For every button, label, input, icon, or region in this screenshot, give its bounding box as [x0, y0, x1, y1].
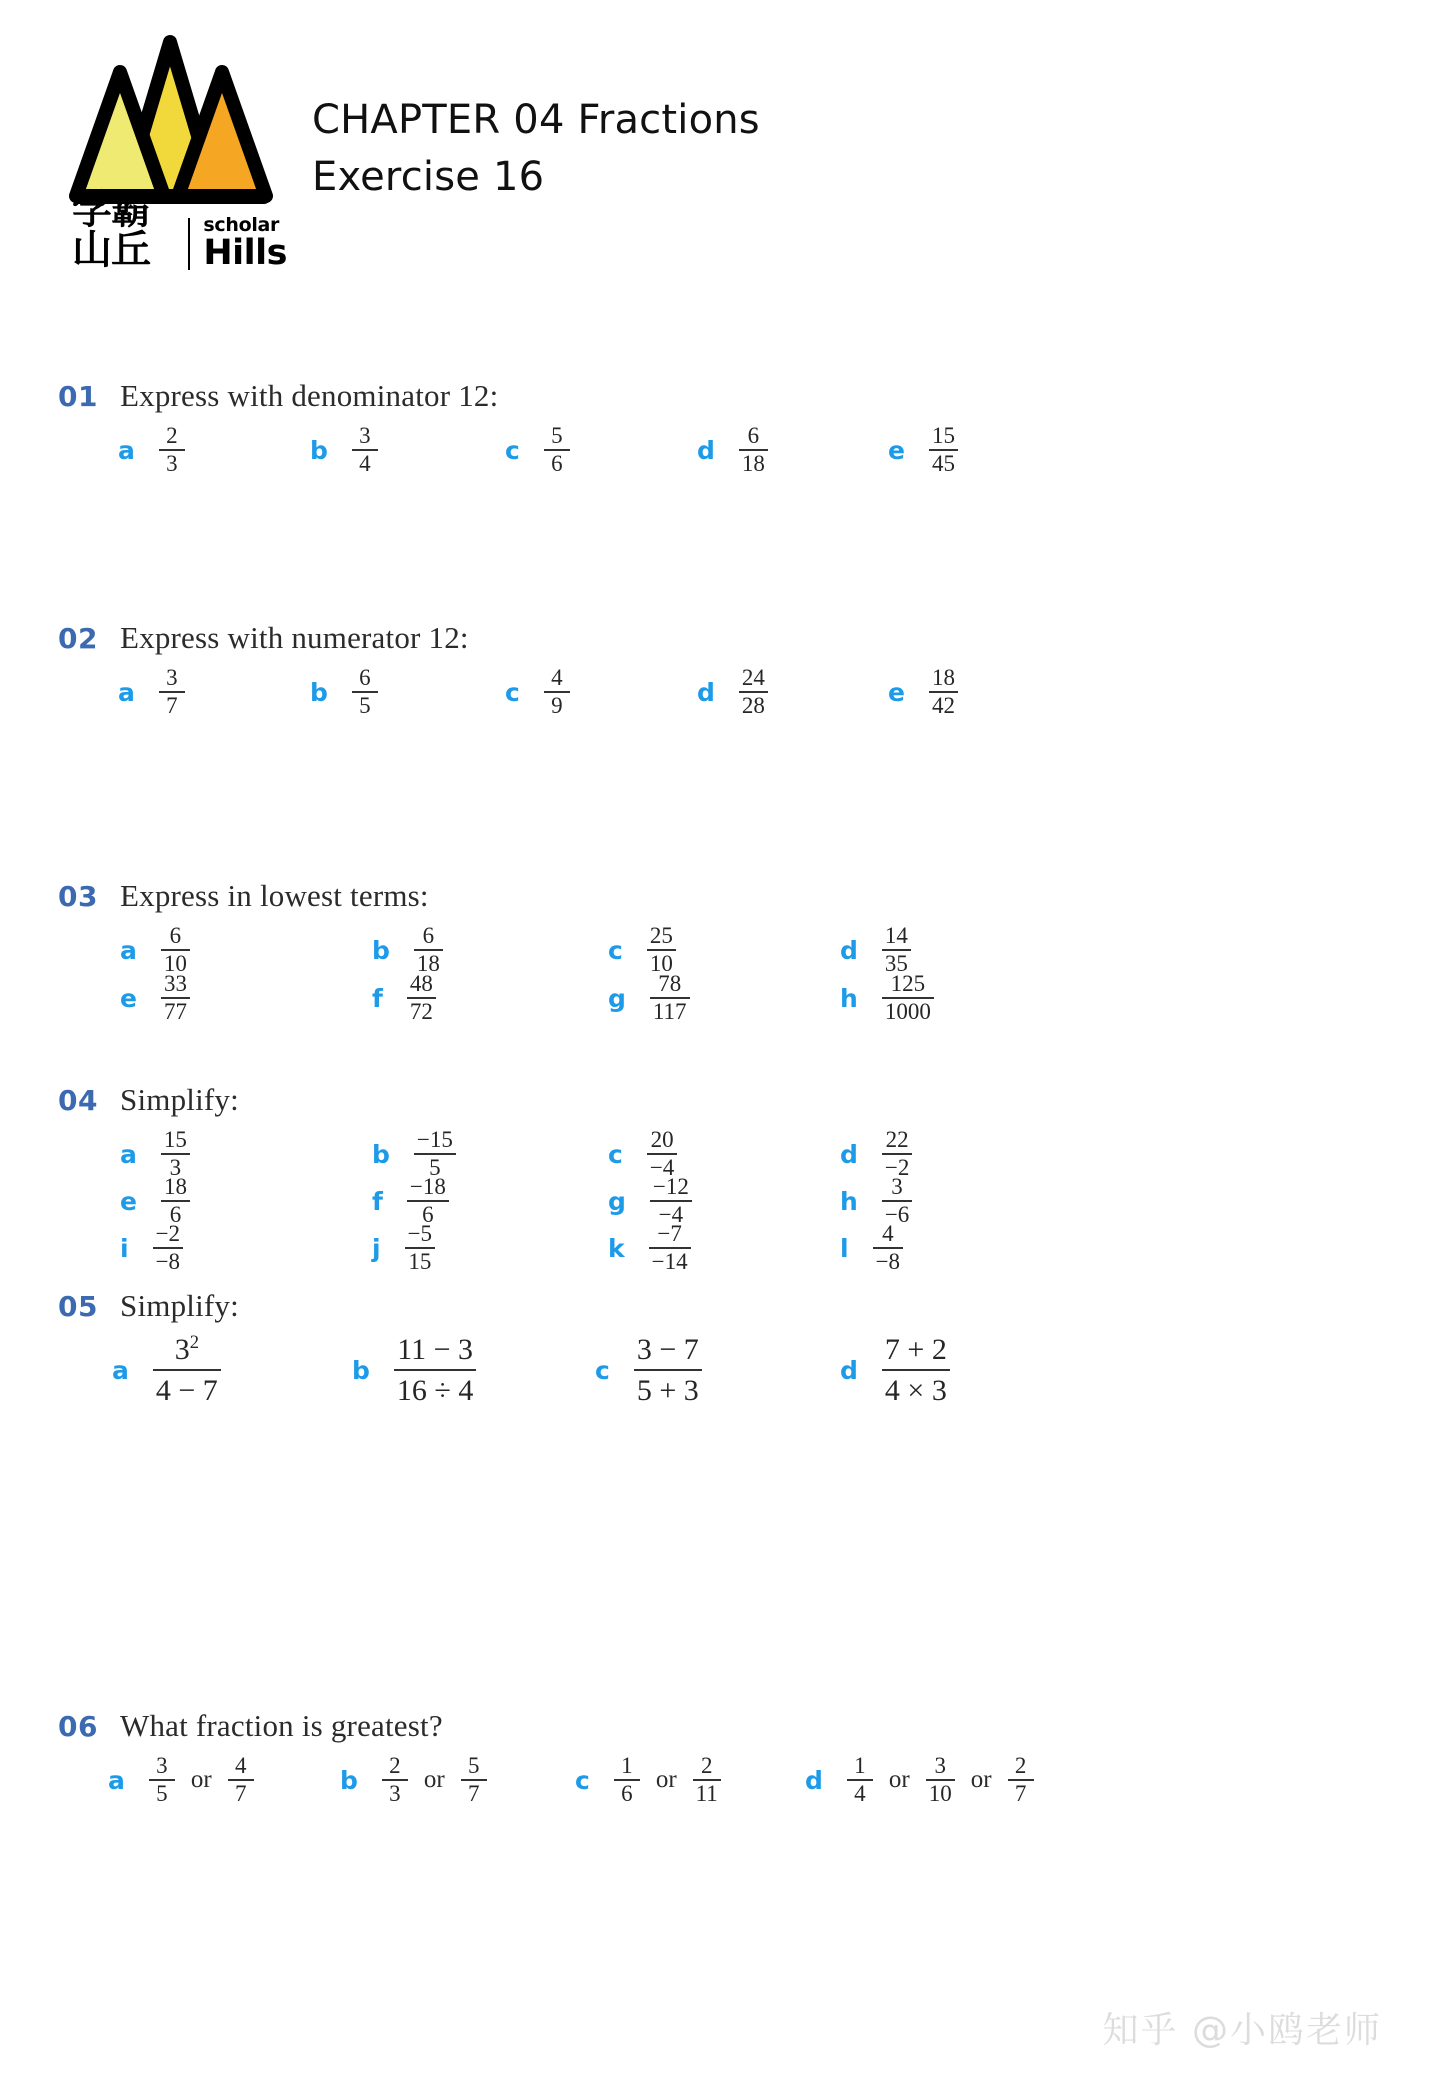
fraction-denominator: 4 × 3 [884, 1374, 947, 1408]
fraction [228, 1754, 254, 1806]
fraction-numerator: 78 [658, 971, 682, 996]
item-content [159, 1128, 192, 1180]
question-item [505, 666, 572, 718]
question-item [372, 1128, 458, 1180]
item-letter: b [340, 1765, 358, 1795]
item-content [927, 666, 960, 718]
fraction-denominator: 7 [166, 693, 178, 719]
question-item [575, 1754, 723, 1806]
item-letter: b [310, 677, 328, 707]
fraction [461, 1754, 487, 1806]
fraction [882, 924, 911, 976]
item-content [159, 1175, 192, 1227]
item-content [380, 1754, 489, 1806]
exercise-title: Exercise 16 [312, 153, 545, 200]
question-item [120, 1175, 192, 1227]
question-item [608, 924, 678, 976]
fraction-numerator: 20 [650, 1127, 674, 1152]
fraction [161, 972, 190, 1024]
fraction [650, 972, 690, 1024]
item-content [645, 924, 678, 976]
item-letter: a [120, 935, 137, 965]
fraction-denominator: 4 [359, 451, 371, 477]
question-number: 03 [58, 880, 98, 913]
item-content [880, 1175, 914, 1227]
fraction [161, 1175, 190, 1227]
fraction-bar [394, 1369, 476, 1371]
question-items [0, 1332, 1440, 1408]
fraction-denominator: 18 [416, 951, 440, 977]
fraction [882, 1128, 912, 1180]
fraction-bar [882, 1369, 950, 1371]
item-letter: i [120, 1233, 129, 1263]
fraction-numerator: −12 [652, 1174, 689, 1199]
question-item [310, 424, 380, 476]
fraction-denominator: 6 [169, 1202, 182, 1228]
fraction-denominator: 5 [429, 1155, 441, 1181]
fraction-denominator: 15 [408, 1249, 432, 1275]
item-content [647, 1222, 693, 1274]
question-item [697, 666, 770, 718]
fraction-denominator: 6 [551, 451, 563, 477]
item-content [159, 972, 192, 1024]
fraction [405, 1222, 435, 1274]
fraction [161, 1128, 190, 1180]
item-content [350, 666, 380, 718]
item-content [412, 924, 445, 976]
fraction-denominator: 72 [409, 999, 433, 1025]
item-letter: j [372, 1233, 381, 1263]
question-item [120, 1128, 192, 1180]
fraction-numerator: 125 [890, 971, 926, 996]
question-number: 06 [58, 1710, 98, 1743]
item-letter: b [352, 1355, 370, 1385]
fraction [394, 1334, 476, 1406]
question-item [118, 424, 187, 476]
item-letter: d [840, 1355, 858, 1385]
item-content [392, 1334, 478, 1406]
question-item [595, 1334, 704, 1406]
fraction-numerator: 6 [422, 923, 435, 948]
item-letter: g [608, 1186, 626, 1216]
fraction-denominator: 16 ÷ 4 [396, 1374, 474, 1408]
fraction-numerator: 3 [934, 1753, 946, 1778]
item-letter: h [840, 983, 858, 1013]
question-items [0, 1754, 1440, 1814]
fraction-numerator: 3 [166, 665, 178, 690]
fraction-numerator: 2 [700, 1753, 713, 1778]
chapter-title: CHAPTER 04 Fractions [312, 97, 760, 143]
mountain-logo-icon [62, 14, 282, 214]
fraction-numerator: 1 [854, 1753, 866, 1778]
item-letter: c [505, 677, 520, 707]
fraction-numerator: 4 [551, 665, 563, 690]
fraction-denominator: 5 [156, 1781, 168, 1807]
question-item [352, 1334, 478, 1406]
question-item [120, 972, 192, 1024]
fraction-denominator: −8 [875, 1249, 901, 1275]
fraction [544, 666, 570, 718]
question-heading [0, 378, 1440, 414]
question-item [888, 424, 960, 476]
fraction-numerator: 5 [551, 423, 563, 448]
question-item [372, 1222, 437, 1274]
logo-english-bottom: Hills [203, 233, 287, 273]
question-items [0, 1127, 1440, 1275]
item-content [880, 1128, 914, 1180]
fraction-numerator: 24 [741, 665, 765, 690]
fraction [352, 424, 378, 476]
item-content [927, 424, 960, 476]
logo-divider [188, 218, 190, 270]
question-heading [0, 1708, 1440, 1744]
fraction [647, 924, 676, 976]
fraction [159, 666, 185, 718]
item-letter: f [372, 983, 383, 1013]
fraction [929, 424, 958, 476]
item-letter: c [608, 935, 623, 965]
fraction-denominator: 10 [649, 951, 673, 977]
fraction-denominator: 117 [652, 999, 687, 1025]
item-content [645, 1128, 679, 1180]
question-item [608, 1222, 693, 1274]
item-letter: c [595, 1355, 610, 1385]
item-content [737, 424, 770, 476]
fraction-denominator: 7 [467, 1781, 480, 1807]
question-item [120, 1222, 185, 1274]
fraction-bar [634, 1369, 702, 1371]
fraction-numerator: −5 [407, 1221, 433, 1246]
fraction-numerator: 2 [1014, 1753, 1027, 1778]
item-letter: a [108, 1765, 125, 1795]
item-letter: d [697, 435, 715, 465]
question-item [805, 1754, 1036, 1806]
question-item [372, 924, 445, 976]
fraction-numerator: 18 [931, 665, 955, 690]
fraction-denominator: 3 [166, 451, 178, 477]
item-content [157, 424, 187, 476]
item-content [737, 666, 770, 718]
fraction-denominator: 6 [422, 1202, 434, 1228]
item-letter: a [118, 677, 135, 707]
fraction-numerator: 11 − 3 [397, 1333, 474, 1366]
fraction-denominator: 42 [931, 693, 955, 719]
question-prompt: Simplify: [120, 1082, 239, 1117]
fraction [882, 1334, 950, 1406]
page-title [312, 92, 760, 206]
item-letter: c [505, 435, 520, 465]
question-items [0, 666, 1440, 726]
fraction-denominator: 7 [1014, 1781, 1027, 1807]
item-content [880, 1334, 952, 1406]
item-content [151, 1334, 223, 1406]
comparison-conjunction: or [970, 1766, 992, 1794]
fraction-denominator: 7 [234, 1781, 247, 1807]
comparison-conjunction: or [888, 1766, 910, 1794]
fraction [649, 1222, 691, 1274]
fraction-numerator: 7 + 2 [884, 1333, 947, 1366]
item-content [157, 666, 187, 718]
question-item [608, 972, 692, 1024]
fraction [882, 972, 934, 1024]
question-item [840, 972, 936, 1024]
fraction-denominator: 28 [741, 693, 765, 719]
item-letter: k [608, 1233, 625, 1263]
fraction [929, 666, 958, 718]
question-item [372, 1175, 451, 1227]
item-content [151, 1222, 185, 1274]
question-item [118, 666, 187, 718]
item-letter: b [372, 935, 390, 965]
fraction-denominator: 10 [928, 1781, 952, 1807]
fraction-denominator: −14 [651, 1249, 688, 1275]
question-prompt: Express with denominator 12: [120, 378, 499, 413]
question-number: 05 [58, 1290, 98, 1323]
question-number: 02 [58, 622, 98, 655]
fraction-denominator: −4 [649, 1155, 675, 1181]
question-block [0, 1082, 1440, 1275]
item-letter: a [112, 1355, 129, 1385]
item-letter: e [888, 677, 905, 707]
question-item [840, 924, 913, 976]
fraction-numerator: 3 [891, 1174, 903, 1199]
item-letter: a [118, 435, 135, 465]
fraction [873, 1222, 903, 1274]
question-heading [0, 620, 1440, 656]
question-block [0, 620, 1440, 726]
fraction-numerator: 18 [163, 1174, 187, 1199]
watermark: 知乎 @小鸥老师 [1102, 2010, 1382, 2051]
fraction-denominator: 11 [695, 1781, 718, 1807]
item-content [542, 666, 572, 718]
fraction-numerator: −7 [657, 1221, 682, 1246]
item-content [880, 924, 913, 976]
fraction-denominator: −6 [884, 1202, 910, 1228]
fraction [161, 924, 190, 976]
fraction-denominator: −4 [658, 1202, 684, 1228]
item-content [648, 972, 692, 1024]
fraction-numerator: 15 [163, 1127, 187, 1152]
question-item [840, 1222, 905, 1274]
item-letter: d [840, 1139, 858, 1169]
item-letter: c [608, 1139, 623, 1169]
fraction [739, 424, 768, 476]
item-content [845, 1754, 1036, 1806]
logo-chinese-name: 学霸山丘 [72, 187, 150, 273]
fraction-numerator: 15 [931, 423, 955, 448]
fraction [153, 1334, 221, 1406]
item-content [159, 924, 192, 976]
fraction-numerator: 6 [747, 423, 760, 448]
item-content [147, 1754, 256, 1806]
fraction [693, 1754, 721, 1806]
question-prompt: What fraction is greatest? [120, 1708, 443, 1743]
fraction-numerator: $3^2$ [174, 1332, 199, 1366]
fraction-denominator: 6 [621, 1781, 633, 1807]
question-item [888, 666, 960, 718]
question-item [310, 666, 380, 718]
question-item [108, 1754, 256, 1806]
question-heading [0, 878, 1440, 914]
fraction [739, 666, 768, 718]
fraction [414, 1128, 456, 1180]
item-content [542, 424, 572, 476]
question-item [840, 1175, 914, 1227]
question-block [0, 1708, 1440, 1814]
fraction-denominator: 5 + 3 [636, 1374, 699, 1408]
fraction-denominator: 10 [163, 951, 187, 977]
question-prompt: Express with numerator 12: [120, 620, 469, 655]
fraction [407, 972, 436, 1024]
fraction-denominator: −2 [884, 1155, 910, 1181]
question-number: 04 [58, 1084, 98, 1117]
question-prompt: Express in lowest terms: [120, 878, 429, 913]
question-block [0, 1288, 1440, 1408]
item-content [405, 1175, 451, 1227]
fraction-exponent: 2 [189, 1332, 199, 1353]
question-block [0, 878, 1440, 1025]
fraction [382, 1754, 408, 1806]
question-items [0, 424, 1440, 484]
question-items [0, 923, 1440, 1025]
comparison-conjunction: or [190, 1766, 212, 1794]
fraction [650, 1175, 692, 1227]
fraction [149, 1754, 175, 1806]
fraction-denominator: 4 [854, 1781, 866, 1807]
item-content [871, 1222, 905, 1274]
fraction [614, 1754, 640, 1806]
fraction [159, 424, 185, 476]
fraction-numerator: 3 [359, 423, 371, 448]
question-item [340, 1754, 489, 1806]
logo-wordmark [72, 187, 287, 273]
fraction-numerator: 33 [163, 971, 187, 996]
item-letter: l [840, 1233, 849, 1263]
logo-english-name [203, 216, 287, 272]
item-content [405, 972, 438, 1024]
question-item [608, 1175, 694, 1227]
question-number: 01 [58, 380, 98, 413]
fraction [847, 1754, 873, 1806]
fraction-numerator: 48 [409, 971, 433, 996]
fraction [882, 1175, 912, 1227]
item-letter: b [372, 1139, 390, 1169]
fraction-numerator: 4 [882, 1221, 894, 1246]
question-item [840, 1128, 914, 1180]
fraction-bar [153, 1369, 221, 1371]
fraction-denominator: 35 [884, 951, 908, 977]
fraction [352, 666, 378, 718]
fraction [1008, 1754, 1034, 1806]
fraction [926, 1754, 955, 1806]
fraction-denominator: 5 [359, 693, 371, 719]
fraction-numerator: 14 [884, 923, 908, 948]
question-heading [0, 1288, 1440, 1324]
item-letter: g [608, 983, 626, 1013]
item-content [403, 1222, 437, 1274]
question-item [505, 424, 572, 476]
item-letter: e [120, 1186, 137, 1216]
question-item [372, 972, 438, 1024]
question-block [0, 378, 1440, 484]
comparison-conjunction: or [423, 1766, 445, 1794]
fraction-denominator: 3 [169, 1155, 182, 1181]
fraction-numerator: 1 [621, 1753, 633, 1778]
logo-english-top: scholar [203, 214, 280, 236]
fraction-denominator: 45 [931, 451, 955, 477]
item-letter: d [840, 935, 858, 965]
fraction-numerator: 3 − 7 [636, 1333, 699, 1366]
comparison-conjunction: or [655, 1766, 677, 1794]
item-letter: b [310, 435, 328, 465]
fraction-denominator: 3 [389, 1781, 401, 1807]
fraction-numerator: −18 [409, 1174, 446, 1199]
question-prompt: Simplify: [120, 1288, 239, 1323]
fraction [544, 424, 570, 476]
fraction-numerator: −2 [155, 1221, 181, 1246]
question-heading [0, 1082, 1440, 1118]
fraction-numerator: 2 [166, 423, 178, 448]
fraction-numerator: 2 [389, 1753, 401, 1778]
fraction-denominator: 18 [741, 451, 765, 477]
fraction [153, 1222, 183, 1274]
fraction-numerator: 4 [234, 1753, 247, 1778]
question-item [112, 1334, 223, 1406]
fraction-numerator: 25 [649, 923, 673, 948]
question-item [840, 1334, 952, 1406]
item-letter: h [840, 1186, 858, 1216]
fraction [414, 924, 443, 976]
fraction-denominator: −8 [155, 1249, 181, 1275]
item-letter: f [372, 1186, 383, 1216]
fraction-numerator: 6 [359, 665, 371, 690]
fraction [634, 1334, 702, 1406]
item-letter: d [805, 1765, 823, 1795]
item-letter: e [120, 983, 137, 1013]
fraction-numerator: 3 [156, 1753, 168, 1778]
fraction-denominator: 9 [551, 693, 563, 719]
question-item [120, 924, 192, 976]
question-item [697, 424, 770, 476]
item-content [412, 1128, 458, 1180]
fraction-numerator: −15 [416, 1127, 453, 1152]
item-letter: e [888, 435, 905, 465]
question-item [608, 1128, 679, 1180]
fraction-numerator: 6 [169, 923, 182, 948]
item-content [612, 1754, 723, 1806]
item-letter: d [697, 677, 715, 707]
page-header [0, 0, 1440, 340]
item-letter: a [120, 1139, 137, 1169]
fraction-denominator: 77 [163, 999, 187, 1025]
fraction [407, 1175, 449, 1227]
item-content [648, 1175, 694, 1227]
fraction-numerator: 5 [467, 1753, 480, 1778]
item-content [632, 1334, 704, 1406]
brand-logo [62, 14, 287, 334]
fraction-denominator: 1000 [884, 999, 931, 1025]
fraction-numerator: 22 [885, 1127, 909, 1152]
item-content [880, 972, 936, 1024]
fraction-denominator: 4 − 7 [155, 1374, 218, 1408]
fraction [647, 1128, 677, 1180]
item-letter: c [575, 1765, 590, 1795]
item-content [350, 424, 380, 476]
